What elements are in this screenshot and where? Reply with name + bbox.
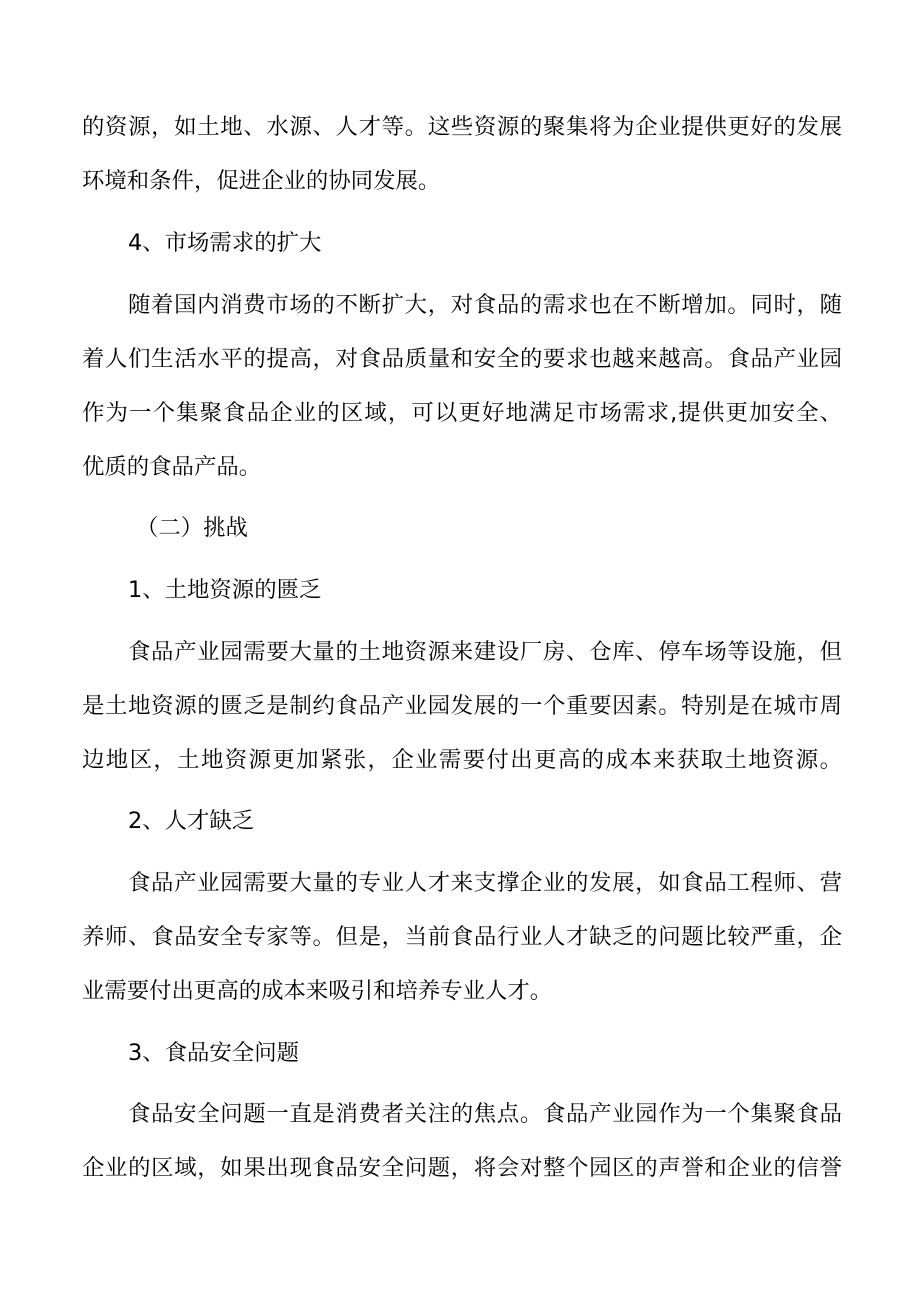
paragraph-line: 企业的区域，如果出现食品安全问题，将会对整个园区的声誉和企业的信誉 — [82, 1155, 842, 1181]
paragraph-line: 养师、食品安全专家等。但是，当前食品行业人才缺乏的问题比较严重，企 — [82, 924, 842, 950]
paragraph-line: 食品产业园需要大量的土地资源来建设厂房、仓库、停车场等设施，但 — [128, 639, 842, 665]
heading-food-safety: 3、食品安全问题 — [128, 1040, 299, 1066]
heading-land-resources: 1、土地资源的匮乏 — [128, 577, 322, 603]
paragraph-line: 优质的食品产品。 — [82, 454, 262, 480]
section-heading-challenges: （二）挑战 — [136, 515, 248, 541]
heading-talent-shortage: 2、人才缺乏 — [128, 808, 255, 834]
paragraph-line: 着人们生活水平的提高，对食品质量和安全的要求也越来越高。食品产业园 — [82, 346, 842, 372]
paragraph-line: 是土地资源的匮乏是制约食品产业园发展的一个重要因素。特别是在城市周 — [82, 693, 842, 719]
paragraph-line: 食品产业园需要大量的专业人才来支撑企业的发展，如食品工程师、营 — [128, 870, 842, 896]
paragraph-line: 作为一个集聚食品企业的区域，可以更好地满足市场需求,提供更加安全、 — [82, 400, 842, 426]
paragraph-line: 环境和条件，促进企业的协同发展。 — [82, 168, 441, 194]
paragraph-line: 食品安全问题一直是消费者关注的焦点。食品产业园作为一个集聚食品 — [128, 1101, 842, 1127]
paragraph-line: 随着国内消费市场的不断扩大，对食品的需求也在不断增加。同时，随 — [128, 292, 842, 318]
paragraph-line: 的资源，如土地、水源、人才等。这些资源的聚集将为企业提供更好的发展 — [82, 114, 842, 140]
heading-market-demand: 4、市场需求的扩大 — [128, 230, 322, 256]
paragraph-line: 边地区，土地资源更加紧张，企业需要付出更高的成本来获取土地资源。 — [82, 747, 842, 773]
paragraph-line: 业需要付出更高的成本来吸引和培养专业人才。 — [82, 978, 553, 1004]
